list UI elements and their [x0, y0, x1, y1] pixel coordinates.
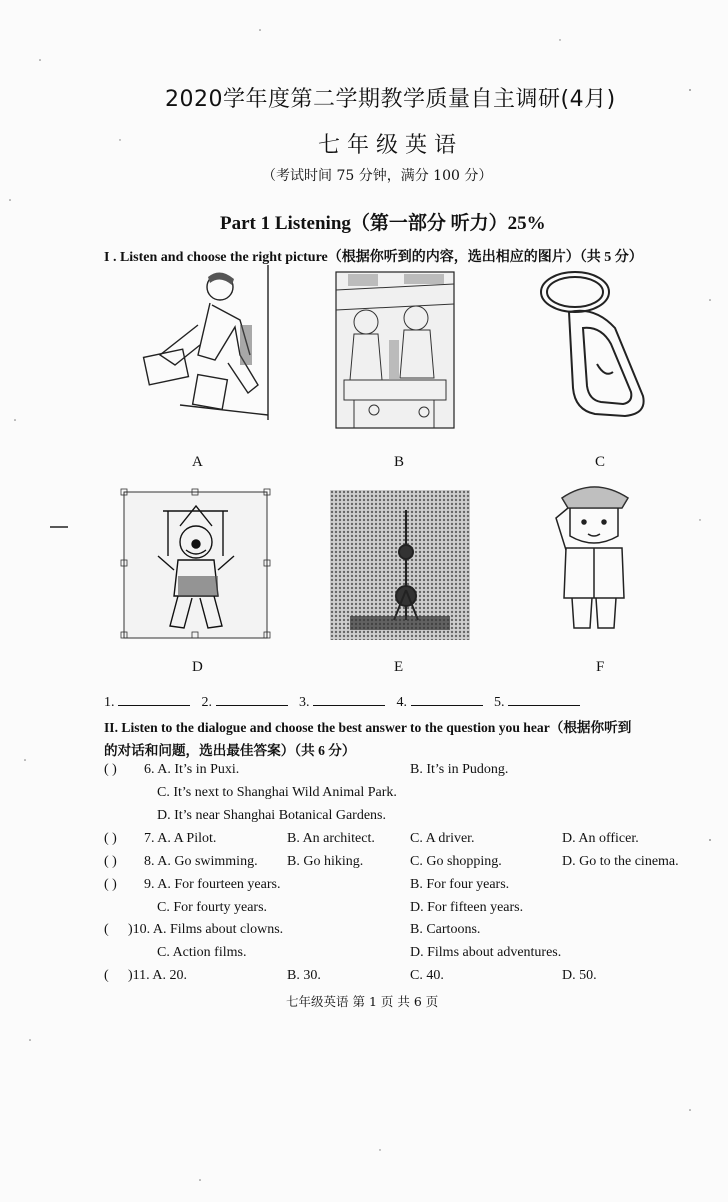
- q6-option-a: 6. A. It’s in Puxi.: [144, 762, 240, 777]
- answer-paren-6[interactable]: ( ): [104, 762, 117, 777]
- q7-option-b: B. An architect.: [287, 831, 375, 846]
- picture-label-c: C: [595, 454, 606, 470]
- q9-option-c: C. For fourty years.: [157, 900, 268, 915]
- page-footer: 七年级英语 第 1 页 共 6 页: [286, 994, 439, 1009]
- answer-slot-4-label: 4.: [396, 695, 407, 710]
- q6-option-c: C. It’s next to Shanghai Wild Animal Park.: [157, 785, 397, 800]
- picture-label-a: A: [192, 454, 203, 470]
- q11-option-b: B. 30.: [287, 968, 321, 983]
- q11-option-a: )11. A. 20.: [128, 968, 187, 983]
- answer-slot-2[interactable]: [216, 693, 288, 706]
- q10-option-a: )10. A. Films about clowns.: [128, 922, 284, 937]
- q9-option-d: D. For fifteen years.: [410, 900, 524, 915]
- q7-option-a: 7. A. A Pilot.: [144, 831, 217, 846]
- exam-info: （考试时间 75 分钟，满分 100 分）: [262, 168, 493, 184]
- q10-option-d: D. Films about adventures.: [410, 945, 562, 960]
- answer-slot-5[interactable]: [508, 693, 580, 706]
- q7-option-d: D. An officer.: [562, 831, 639, 846]
- q10-option-c: C. Action films.: [157, 945, 247, 960]
- clown-puppet-icon: [118, 486, 273, 644]
- q8-option-c: C. Go shopping.: [410, 854, 502, 869]
- saluting-officer-icon: [552, 478, 637, 633]
- answer-slot-2-label: 2.: [201, 695, 212, 710]
- part1-title: Part 1 Listening（第一部分 听力）25%: [220, 213, 546, 234]
- exam-title: 2020学年度第二学期教学质量自主调研(4月): [165, 87, 616, 112]
- answer-slot-5-label: 5.: [494, 695, 505, 710]
- q10-option-b: B. Cartoons.: [410, 922, 481, 937]
- q9-option-b: B. For four years.: [410, 877, 510, 892]
- q7-option-c: C. A driver.: [410, 831, 475, 846]
- q8-option-d: D. Go to the cinema.: [562, 854, 679, 869]
- answer-slot-3[interactable]: [313, 693, 385, 706]
- answer-paren-8[interactable]: ( ): [104, 854, 117, 869]
- picture-label-f: F: [596, 659, 605, 675]
- answer-paren-10[interactable]: (: [104, 922, 109, 937]
- q6-option-d: D. It’s near Shanghai Botanical Gardens.: [157, 808, 386, 823]
- q6-option-b: B. It’s in Pudong.: [410, 762, 509, 777]
- keychain-bottle-opener-icon: [535, 268, 655, 423]
- answer-paren-11[interactable]: (: [104, 968, 109, 983]
- q11-option-d: D. 50.: [562, 968, 597, 983]
- section1-heading: I . Listen and choose the right picture（根据你听到的内容，选出相应的图片）（共 5 分）: [104, 250, 643, 265]
- answer-slot-1-label: 1.: [104, 695, 115, 710]
- q8-option-a: 8. A. Go swimming.: [144, 854, 258, 869]
- section2-heading-line1: II. Listen to the dialogue and choose the best answer to the question you hear（根据你听到: [104, 720, 632, 735]
- subject-title: 七 年 级 英 语: [318, 133, 456, 158]
- section2-heading-line2: 的对话和问题，选出最佳答案）（共 6 分）: [104, 743, 356, 758]
- answer-slots: [104, 693, 704, 711]
- answer-paren-9[interactable]: ( ): [104, 877, 117, 892]
- q8-option-b: B. Go hiking.: [287, 854, 364, 869]
- picture-label-e: E: [394, 659, 404, 675]
- classroom-students-icon: [334, 270, 456, 430]
- picture-label-b: B: [394, 454, 405, 470]
- answer-slot-3-label: 3.: [299, 695, 310, 710]
- q9-option-a: 9. A. For fourteen years.: [144, 877, 281, 892]
- tv-tower-cityscape-icon: [330, 490, 470, 640]
- q11-option-c: C. 40.: [410, 968, 444, 983]
- person-at-laptop-icon: [140, 265, 275, 425]
- answer-slot-1[interactable]: [118, 693, 190, 706]
- answer-paren-7[interactable]: ( ): [104, 831, 117, 846]
- picture-label-d: D: [192, 659, 203, 675]
- answer-slot-4[interactable]: [411, 693, 483, 706]
